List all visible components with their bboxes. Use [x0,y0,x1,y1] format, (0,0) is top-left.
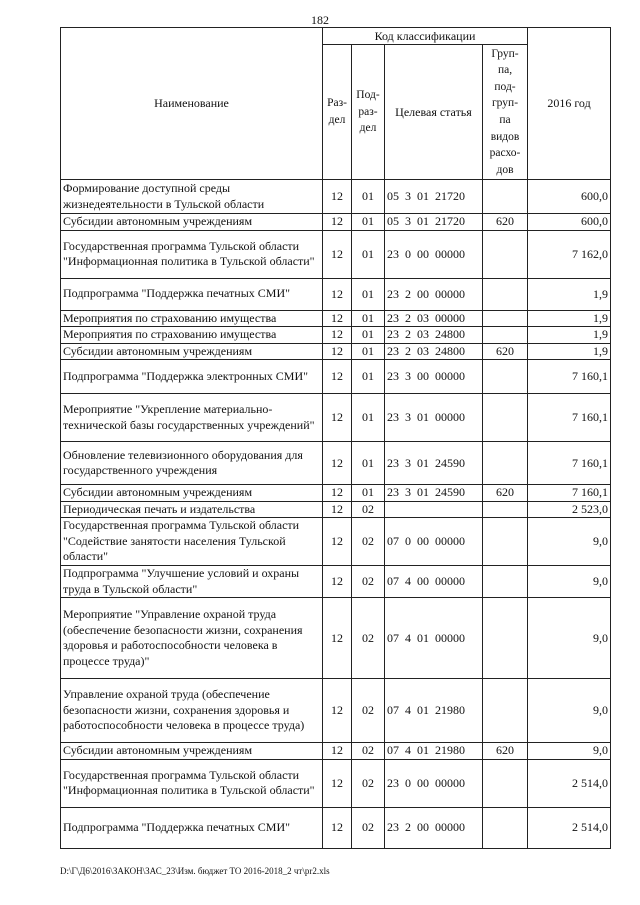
row-name: Субсидии автономным учреждениям [61,343,323,360]
table-row [61,230,611,278]
row-podrazdel: 01 [352,394,385,442]
header-code-group: Код классификации [323,28,528,45]
row-razdel: 12 [323,679,352,743]
row-amount: 7 160,1 [528,360,611,394]
table-row [61,180,611,214]
row-amount: 1,9 [528,343,611,360]
row-amount: 9,0 [528,598,611,679]
budget-table [60,27,611,849]
row-vid-code: 620 [483,743,528,760]
table-row [61,214,611,231]
row-target-code: 23 3 00 00000 [385,360,483,394]
table-row [61,807,611,848]
row-vid-code: 620 [483,343,528,360]
row-target-code: 23 2 03 24800 [385,327,483,344]
row-amount: 7 160,1 [528,485,611,502]
row-amount: 7 160,1 [528,442,611,485]
row-razdel: 12 [323,230,352,278]
row-name: Субсидии автономным учреждениям [61,743,323,760]
row-vid-code [483,278,528,310]
row-podrazdel: 01 [352,485,385,502]
header-razdel: Раз- дел [323,45,352,180]
row-name: Мероприятие "Укрепление материально-технической базы государственных учреждений" [61,394,323,442]
row-name: Государственная программа Тульской области "Информационная политика в Тульской области" [61,759,323,807]
row-target-code: 07 0 00 00000 [385,518,483,566]
row-razdel: 12 [323,360,352,394]
row-amount: 1,9 [528,278,611,310]
row-podrazdel: 02 [352,743,385,760]
row-target-code: 05 3 01 21720 [385,180,483,214]
header-year: 2016 год [528,28,611,180]
row-podrazdel: 02 [352,759,385,807]
row-amount: 9,0 [528,518,611,566]
row-name: Мероприятия по страхованию имущества [61,327,323,344]
row-target-code: 23 0 00 00000 [385,230,483,278]
row-target-code: 07 4 01 21980 [385,743,483,760]
row-razdel: 12 [323,759,352,807]
row-amount: 7 162,0 [528,230,611,278]
row-amount: 600,0 [528,180,611,214]
row-vid-code [483,180,528,214]
table-row [61,442,611,485]
row-amount: 7 160,1 [528,394,611,442]
row-target-code [385,501,483,518]
table-row [61,518,611,566]
row-name: Управление охраной труда (обеспечение безопасности жизни, сохранения здоровья и работоспособности человека в процессе труда) [61,679,323,743]
table-row [61,566,611,598]
row-podrazdel: 02 [352,518,385,566]
table-header [61,28,611,180]
header-name: Наименование [61,28,323,180]
row-vid-code [483,566,528,598]
table-body [61,180,611,849]
row-name: Мероприятия по страхованию имущества [61,310,323,327]
row-podrazdel: 02 [352,598,385,679]
row-podrazdel: 01 [352,214,385,231]
row-podrazdel: 01 [352,442,385,485]
table-row [61,598,611,679]
row-amount: 1,9 [528,327,611,344]
table-row [61,327,611,344]
table-row [61,501,611,518]
row-vid-code [483,360,528,394]
table-row [61,743,611,760]
row-name: Субсидии автономным учреждениям [61,214,323,231]
row-name: Периодическая печать и издательства [61,501,323,518]
row-name: Субсидии автономным учреждениям [61,485,323,502]
row-razdel: 12 [323,327,352,344]
table-row [61,310,611,327]
row-razdel: 12 [323,566,352,598]
row-target-code: 05 3 01 21720 [385,214,483,231]
row-podrazdel: 02 [352,807,385,848]
row-vid-code [483,598,528,679]
row-target-code: 07 4 01 00000 [385,598,483,679]
row-razdel: 12 [323,343,352,360]
table-row [61,394,611,442]
row-name: Обновление телевизионного оборудования для государственного учреждения [61,442,323,485]
row-vid-code [483,327,528,344]
row-razdel: 12 [323,743,352,760]
page-number: 182 [311,13,329,27]
table-row [61,278,611,310]
row-target-code: 23 3 01 00000 [385,394,483,442]
row-razdel: 12 [323,501,352,518]
row-target-code: 23 2 03 00000 [385,310,483,327]
row-razdel: 12 [323,180,352,214]
row-name: Государственная программа Тульской области "Информационная политика в Тульской области" [61,230,323,278]
row-name: Формирование доступной среды жизнедеятельности в Тульской области [61,180,323,214]
row-name: Государственная программа Тульской области "Содействие занятости населения Тульской области" [61,518,323,566]
row-amount: 9,0 [528,566,611,598]
table-row [61,759,611,807]
file-path-footer: D:\Г\Д6\2016\ЗАКОН\ЗАС_23\Изм. бюджет ТО 2016-2018_2 чт\pr2.xls [60,866,330,876]
row-target-code: 23 2 03 24800 [385,343,483,360]
row-target-code: 23 2 00 00000 [385,807,483,848]
row-vid-code [483,759,528,807]
row-vid-code [483,230,528,278]
row-amount: 2 514,0 [528,759,611,807]
row-vid-code [483,679,528,743]
row-razdel: 12 [323,394,352,442]
row-podrazdel: 02 [352,501,385,518]
row-target-code: 23 2 00 00000 [385,278,483,310]
header-podrazdel: Под- раз- дел [352,45,385,180]
table-row [61,360,611,394]
row-podrazdel: 01 [352,360,385,394]
row-podrazdel: 01 [352,327,385,344]
row-amount: 1,9 [528,310,611,327]
row-vid-code: 620 [483,214,528,231]
row-podrazdel: 01 [352,230,385,278]
row-vid-code [483,394,528,442]
row-razdel: 12 [323,598,352,679]
row-name: Подпрограмма "Поддержка печатных СМИ" [61,278,323,310]
row-podrazdel: 01 [352,310,385,327]
row-vid-code [483,501,528,518]
row-name: Подпрограмма "Поддержка электронных СМИ" [61,360,323,394]
row-name: Подпрограмма "Поддержка печатных СМИ" [61,807,323,848]
row-vid-code [483,442,528,485]
row-amount: 9,0 [528,679,611,743]
row-target-code: 23 3 01 24590 [385,442,483,485]
header-target: Целевая статья [385,45,483,180]
row-razdel: 12 [323,214,352,231]
table-row [61,679,611,743]
row-target-code: 23 0 00 00000 [385,759,483,807]
row-name: Подпрограмма "Улучшение условий и охраны труда в Тульской области" [61,566,323,598]
row-target-code: 23 3 01 24590 [385,485,483,502]
row-podrazdel: 02 [352,566,385,598]
row-vid-code [483,807,528,848]
row-target-code: 07 4 01 21980 [385,679,483,743]
row-razdel: 12 [323,485,352,502]
row-podrazdel: 01 [352,180,385,214]
header-vid: Груп- па, под- груп- па видов расхо- дов [483,45,528,180]
row-amount: 600,0 [528,214,611,231]
row-vid-code [483,518,528,566]
row-razdel: 12 [323,518,352,566]
row-razdel: 12 [323,442,352,485]
row-podrazdel: 01 [352,343,385,360]
row-vid-code: 620 [483,485,528,502]
row-razdel: 12 [323,310,352,327]
row-podrazdel: 01 [352,278,385,310]
table-row [61,485,611,502]
row-name: Мероприятие "Управление охраной труда (обеспечение безопасности жизни, сохранения здоровья и работоспособности человека в процессе труда)" [61,598,323,679]
row-razdel: 12 [323,807,352,848]
table-row [61,343,611,360]
row-amount: 9,0 [528,743,611,760]
row-podrazdel: 02 [352,679,385,743]
row-target-code: 07 4 00 00000 [385,566,483,598]
row-vid-code [483,310,528,327]
row-amount: 2 523,0 [528,501,611,518]
row-amount: 2 514,0 [528,807,611,848]
row-razdel: 12 [323,278,352,310]
